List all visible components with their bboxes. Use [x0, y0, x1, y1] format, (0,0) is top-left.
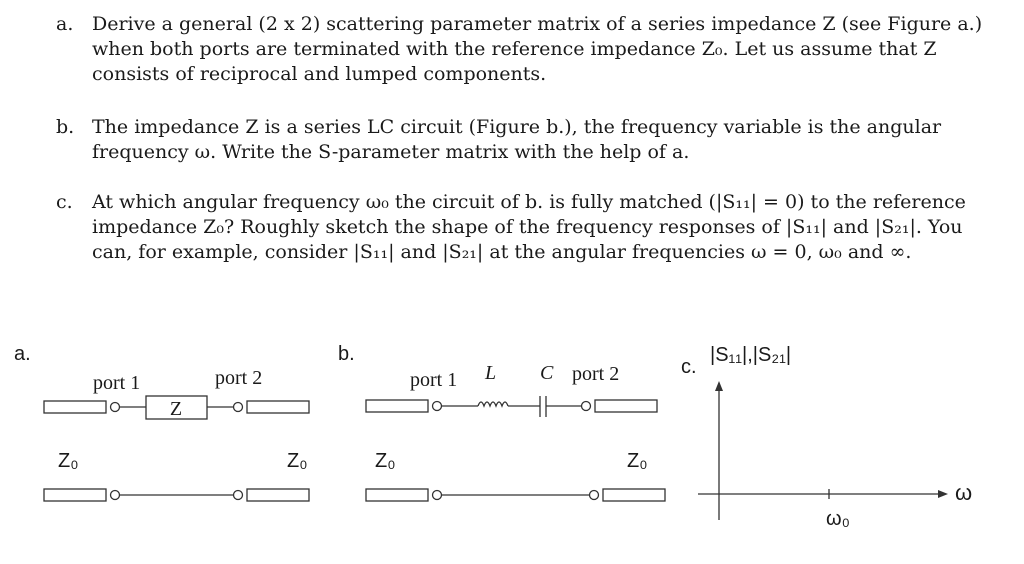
figure-c-y-axis — [715, 381, 723, 520]
figure-a-port2-label: port 2 — [215, 367, 263, 389]
figure-b-ground-line — [366, 489, 665, 501]
figure-b-port2-label: port 2 — [572, 363, 620, 385]
question-c-label: c. — [56, 191, 73, 213]
figure-a-impedance-label: Z — [169, 398, 183, 420]
question-b-text: The impedance Z is a series LC circuit (Figure b.), the frequency variable is the angular frequency ω. Write the S-parameter matrix with the help of a. — [92, 116, 942, 163]
figure-b-port1-label: port 1 — [410, 369, 458, 391]
figure-b-inductor — [478, 402, 508, 406]
figure-b-capacitor-label: C — [540, 362, 554, 384]
figure-b-port1-connector-top — [366, 400, 442, 412]
figure-b-label: b. — [338, 343, 355, 365]
figure-a — [14, 343, 309, 501]
figure-b-capacitor — [540, 396, 546, 417]
figure-c-y-axis-label: |S₁₁|,|S₂₁| — [710, 344, 792, 366]
question-c-text: At which angular frequency ω₀ the circuit of b. is fully matched (|S₁₁| = 0) to the reference impedance Z₀? Roughly sketch the shape of the frequency responses of |S₁₁| and |S₂₁|. You can, for example, consider |S₁₁| and |S₂₁| at the angular frequencies ω = 0, ω₀ and ∞. — [92, 191, 966, 263]
figure-c-x-axis-label: ω — [955, 480, 973, 505]
question-b-label: b. — [56, 116, 75, 138]
figure-a-port1-connector-top — [44, 401, 120, 413]
figure-b-inductor-label: L — [485, 362, 497, 384]
figure-a-ground-line — [44, 489, 309, 501]
question-a-text: Derive a general (2 x 2) scattering parameter matrix of a series impedance Z (see Figure a.) when both ports are terminated with the reference impedance Z₀. Let us assume that Z consists of reciprocal and lumped components. — [92, 13, 983, 85]
figure-c — [681, 344, 972, 530]
figure-b-port2-connector-top — [582, 400, 658, 412]
figure-a-z0-right: Z₀ — [287, 450, 308, 472]
figure-b-z0-right: Z₀ — [627, 450, 648, 472]
figure-a-z0-left: Z₀ — [58, 450, 79, 472]
figure-b — [338, 343, 665, 501]
figure-b-z0-left: Z₀ — [375, 450, 396, 472]
figure-c-x-axis — [698, 490, 948, 498]
question-a-label: a. — [56, 13, 74, 35]
figure-a-impedance-box — [146, 396, 207, 420]
figure-a-port1-label: port 1 — [93, 372, 141, 394]
figure-a-label: a. — [14, 343, 31, 365]
figure-a-port2-connector-top — [234, 401, 310, 413]
figure-c-omega0-label: ω₀ — [826, 508, 850, 530]
figure-c-label: c. — [681, 356, 697, 378]
